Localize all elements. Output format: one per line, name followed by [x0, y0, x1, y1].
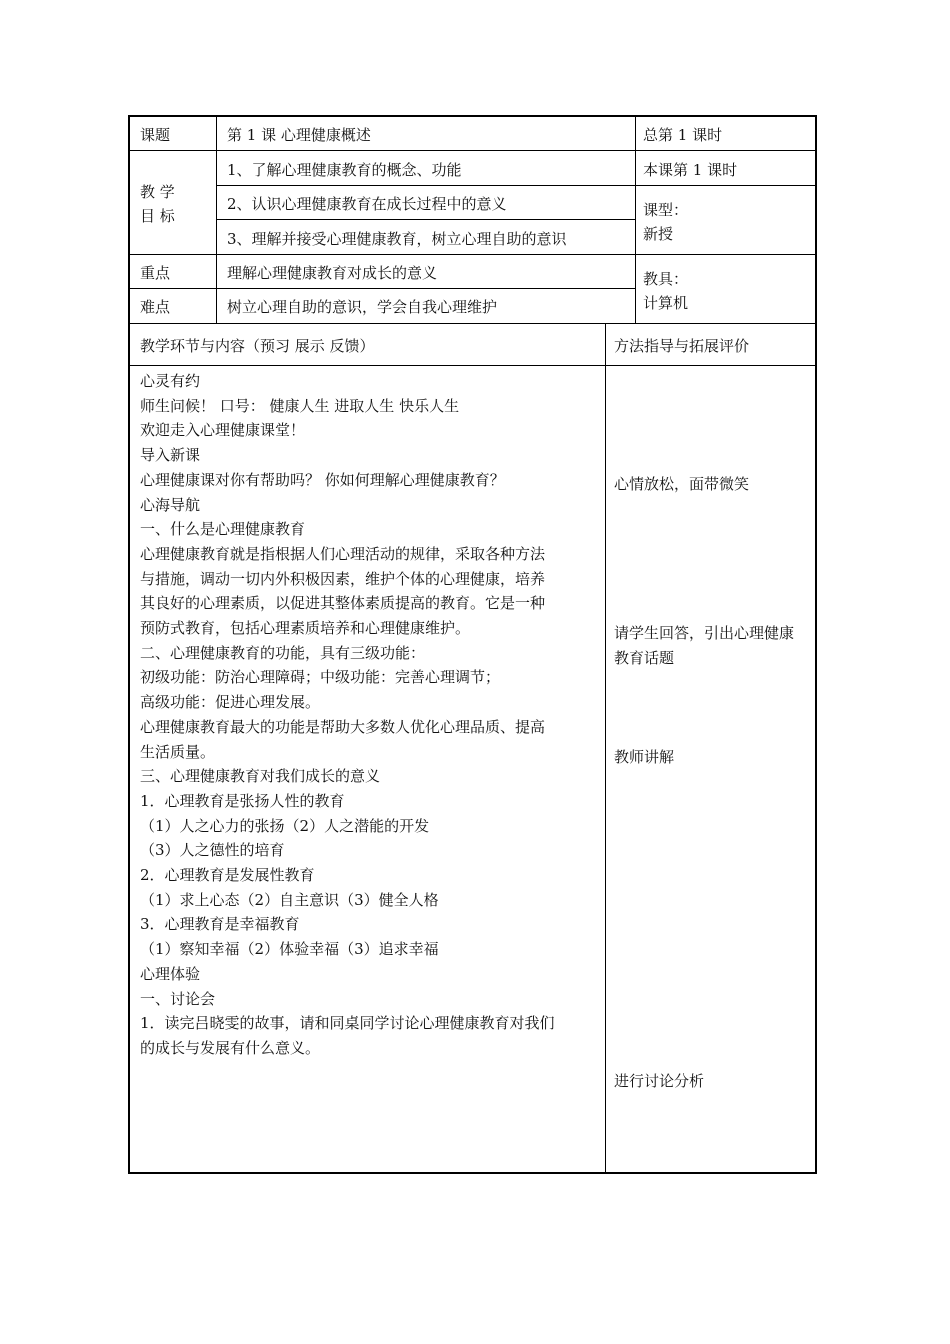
row-divider: [130, 323, 815, 324]
content-line: 心灵有约: [140, 372, 201, 390]
content-column-header: 教学环节与内容（预习 展示 反馈）: [140, 337, 375, 355]
method-note: 进行讨论分析: [614, 1072, 705, 1090]
content-line: 心理健康教育就是指根据人们心理活动的规律，采取各种方法: [140, 544, 546, 563]
total-lesson-count: 总第 1 课时: [643, 126, 723, 144]
lesson-type-label: 课型：: [643, 201, 689, 219]
content-line: 心海导航: [140, 495, 201, 514]
row-divider: [130, 150, 815, 151]
method-note: 心情放松，面带微笑: [614, 475, 750, 493]
method-note: 教师讲解: [614, 748, 675, 766]
content-line: 初级功能：防治心理障碍；中级功能：完善心理调节；: [140, 668, 501, 687]
key-point-value: 理解心理健康教育对成长的意义: [227, 264, 438, 282]
col-divider: [605, 323, 606, 1174]
content-line: 的成长与发展有什么意义。: [140, 1038, 321, 1057]
content-line: 其良好的心理素质，以促进其整体素质提高的教育。它是一种: [140, 594, 546, 613]
content-line: （1）求上心态（2）自主意识（3）健全人格: [140, 890, 439, 909]
content-line: 心理健康课对你有帮助吗？ 你如何理解心理健康教育？: [140, 470, 505, 489]
content-line: 1．读完吕晓雯的故事，请和同桌同学讨论心理健康教育对我们: [140, 1014, 555, 1033]
goal-item: 3、理解并接受心理健康教育，树立心理自助的意识: [227, 230, 567, 248]
content-line: 3．心理教育是幸福教育: [140, 915, 300, 934]
content-line: 欢迎走入心理健康课堂！: [140, 421, 306, 440]
goals-label: 目 标: [140, 207, 175, 225]
content-line: 预防式教育，包括心理素质培养和心理健康维护。: [140, 619, 471, 638]
topic-value: 第 1 课 心理健康概述: [227, 126, 371, 144]
content-line: （1）人之心力的张扬（2）人之潜能的开发: [140, 816, 430, 835]
lesson-content: [140, 369, 600, 1061]
row-divider: [635, 185, 815, 186]
content-line: 导入新课: [140, 446, 201, 465]
content-line: 高级功能：促进心理发展。: [140, 693, 321, 712]
content-line: 师生问候！ 口号： 健康人生 进取人生 快乐人生: [140, 396, 460, 415]
content-line: （3）人之德性的培育: [140, 841, 285, 860]
topic-label: 课题: [140, 126, 171, 144]
content-line: 一、讨论会: [140, 989, 216, 1008]
row-divider: [130, 288, 635, 289]
content-line: 一、什么是心理健康教育: [140, 520, 306, 539]
goal-item: 2、认识心理健康教育在成长过程中的意义: [227, 195, 507, 213]
content-line: 心理体验: [140, 964, 201, 983]
lesson-plan-table: [128, 115, 817, 1174]
method-note: 教育话题: [614, 649, 675, 667]
content-line: 二、心理健康教育的功能，具有三级功能：: [140, 643, 426, 662]
difficulty-label: 难点: [140, 298, 171, 316]
content-line: （1）察知幸福（2）体验幸福（3）追求幸福: [140, 940, 439, 959]
goal-item: 1、了解心理健康教育的概念、功能: [227, 161, 462, 179]
teaching-tools-label: 教具：: [643, 270, 689, 288]
col-divider: [635, 117, 636, 323]
method-note: 请学生回答，引出心理健康: [614, 624, 795, 642]
method-column-header: 方法指导与拓展评价: [614, 337, 750, 355]
content-line: 心理健康教育最大的功能是帮助大多数人优化心理品质、提高: [140, 717, 546, 736]
row-divider: [217, 219, 635, 220]
content-line: 与措施，调动一切内外积极因素，维护个体的心理健康，培养: [140, 569, 546, 588]
teaching-tools-value: 计算机: [643, 294, 689, 312]
this-lesson-count: 本课第 1 课时: [643, 161, 738, 179]
content-line: 生活质量。: [140, 742, 216, 761]
row-divider: [217, 185, 635, 186]
difficulty-value: 树立心理自助的意识，学会自我心理维护: [227, 298, 498, 316]
col-divider: [216, 117, 217, 323]
content-line: 2．心理教育是发展性教育: [140, 866, 315, 885]
content-line: 三、心理健康教育对我们成长的意义: [140, 767, 381, 786]
lesson-type-value: 新授: [643, 225, 674, 243]
row-divider: [130, 365, 815, 366]
content-line: 1．心理教育是张扬人性的教育: [140, 791, 345, 810]
key-point-label: 重点: [140, 264, 171, 282]
goals-label: 教 学: [140, 183, 175, 201]
row-divider: [130, 254, 815, 255]
